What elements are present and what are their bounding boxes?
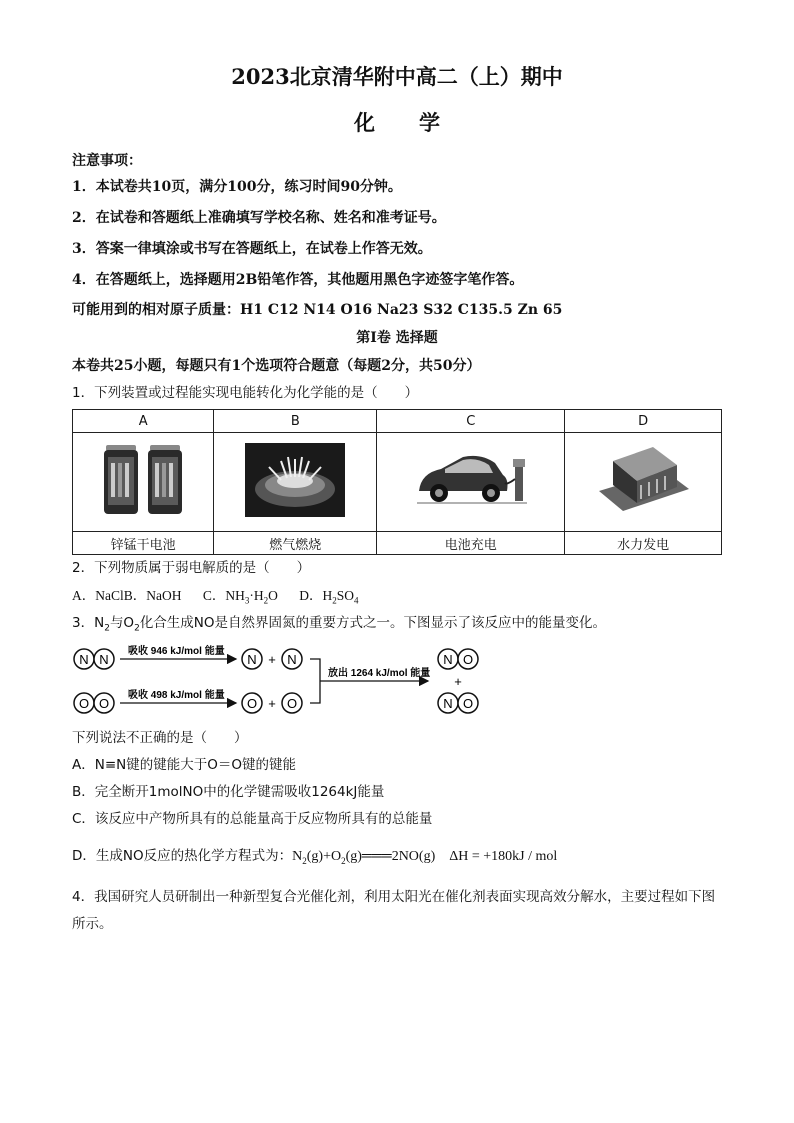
option-d-caption: 水力发电 — [565, 532, 722, 555]
q3-option-b: B．完全断开1molNO中的化学键需吸收1264kJ能量 — [72, 784, 385, 800]
exam-title: 2023北京清华附中高二（上）期中 — [231, 64, 563, 89]
option-a-image — [73, 433, 214, 532]
n-atoms — [242, 649, 302, 669]
o2-molecule — [74, 693, 114, 713]
atomic-masses: 可能用到的相对原子质量：H1 C12 N14 O16 Na23 S32 C135.5 Zn 65 — [72, 302, 563, 318]
section-title: 第Ⅰ卷 选择题 — [356, 330, 438, 346]
svg-text:O: O — [246, 696, 258, 711]
option-c-header: C — [377, 410, 565, 433]
release-label: 放出 1264 kJ/mol 能量 — [328, 668, 431, 679]
question-2-stem: 2．下列物质属于弱电解质的是（ ） — [72, 560, 311, 576]
option-b-image — [214, 433, 377, 532]
subject-title — [72, 108, 722, 138]
option-a-caption: 锌锰干电池 — [73, 532, 214, 555]
no-molecules — [438, 649, 478, 713]
note-item: 4．在答题纸上，选择题用2B铅笔作答，其他题用黑色字迹签字笔作答。 — [72, 272, 524, 288]
option-b-caption: 燃气燃烧 — [214, 532, 377, 555]
q3-option-d: D．生成NO反应的热化学方程式为：$N_2(g)+O_2(g)═══2NO(g)$ ΔH = +180kJ / mol — [72, 848, 558, 866]
svg-text:O: O — [98, 696, 110, 711]
option-a-header: A — [73, 410, 214, 433]
q2-option-a: A．NaCl — [72, 588, 124, 603]
question-3-stem: 3．$N_2$与$O_2$化合生成NO是自然界固氮的重要方式之一。下图显示了该反应中的能量变化。 — [72, 615, 607, 634]
question-2-options — [72, 582, 722, 610]
energy-change-diagram — [72, 641, 722, 725]
thermo-equation: $N_2(g)+O_2(g)═══2NO(g)$ ΔH = +180kJ / mol — [292, 849, 558, 866]
option-c-caption: 电池充电 — [377, 532, 565, 555]
svg-text:O: O — [78, 696, 90, 711]
question-4-stem: 4．我国研究人员研制出一种新型复合光催化剂，利用太阳光在催化剂表面实现高效分解水，主要过程如下图所示。 — [72, 889, 716, 932]
notes-heading: 注意事项： — [72, 153, 142, 169]
exam-page — [72, 60, 722, 938]
option-b-header: B — [214, 410, 377, 433]
option-c-image — [377, 433, 565, 532]
svg-text:N: N — [287, 652, 297, 667]
svg-text:N: N — [99, 652, 109, 667]
absorb-n2-label: 吸收 946 kJ/mol 能量 — [128, 646, 225, 657]
gas-burner-icon — [243, 441, 347, 519]
note-item: 2．在试卷和答题纸上准确填写学校名称、姓名和准考证号。 — [72, 210, 446, 226]
svg-text:N: N — [443, 652, 453, 667]
option-d-header: D — [565, 410, 722, 433]
option-d-image — [565, 433, 722, 532]
note-item: 3．答案一律填涂或书写在答题纸上，在试卷上作答无效。 — [72, 241, 432, 257]
question-1-stem: 1．下列装置或过程能实现电能转化为化学能的是（ ） — [72, 385, 419, 401]
electric-car-icon — [411, 445, 531, 515]
svg-text:O: O — [462, 696, 474, 711]
note-item: 1．本试卷共10页，满分100分，练习时间90分钟。 — [72, 179, 402, 195]
subject-char-1: 化 — [354, 110, 375, 135]
question-1-options-table — [72, 409, 722, 555]
svg-text:N: N — [443, 696, 453, 711]
subject-char-2: 学 — [419, 110, 440, 135]
absorb-o2-label: 吸收 498 kJ/mol 能量 — [128, 690, 225, 701]
svg-text:+: + — [268, 696, 276, 711]
svg-text:+: + — [268, 652, 276, 667]
q2-option-b: B．NaOH — [123, 588, 182, 603]
battery-icon — [98, 441, 188, 519]
svg-text:O: O — [462, 652, 474, 667]
q2-option-d: D．$H_2SO_4$ — [299, 588, 359, 606]
hydro-dam-icon — [593, 441, 693, 519]
svg-text:+: + — [454, 674, 462, 689]
q3-option-a: A．N≡N键的键能大于O＝O键的键能 — [72, 757, 296, 773]
section-instruction: 本卷共25小题，每题只有1个选项符合题意（每题2分，共50分） — [72, 358, 481, 374]
n2-molecule — [74, 649, 114, 669]
o-atoms — [242, 693, 302, 713]
question-3-prompt: 下列说法不正确的是（ ） — [72, 730, 248, 746]
svg-text:O: O — [286, 696, 298, 711]
q2-option-c: C．$NH_3\cdot H_2O$ — [202, 588, 278, 606]
q3-option-c: C．该反应中产物所具有的总能量高于反应物所具有的总能量 — [72, 811, 433, 827]
svg-text:N: N — [247, 652, 257, 667]
svg-text:N: N — [79, 652, 89, 667]
